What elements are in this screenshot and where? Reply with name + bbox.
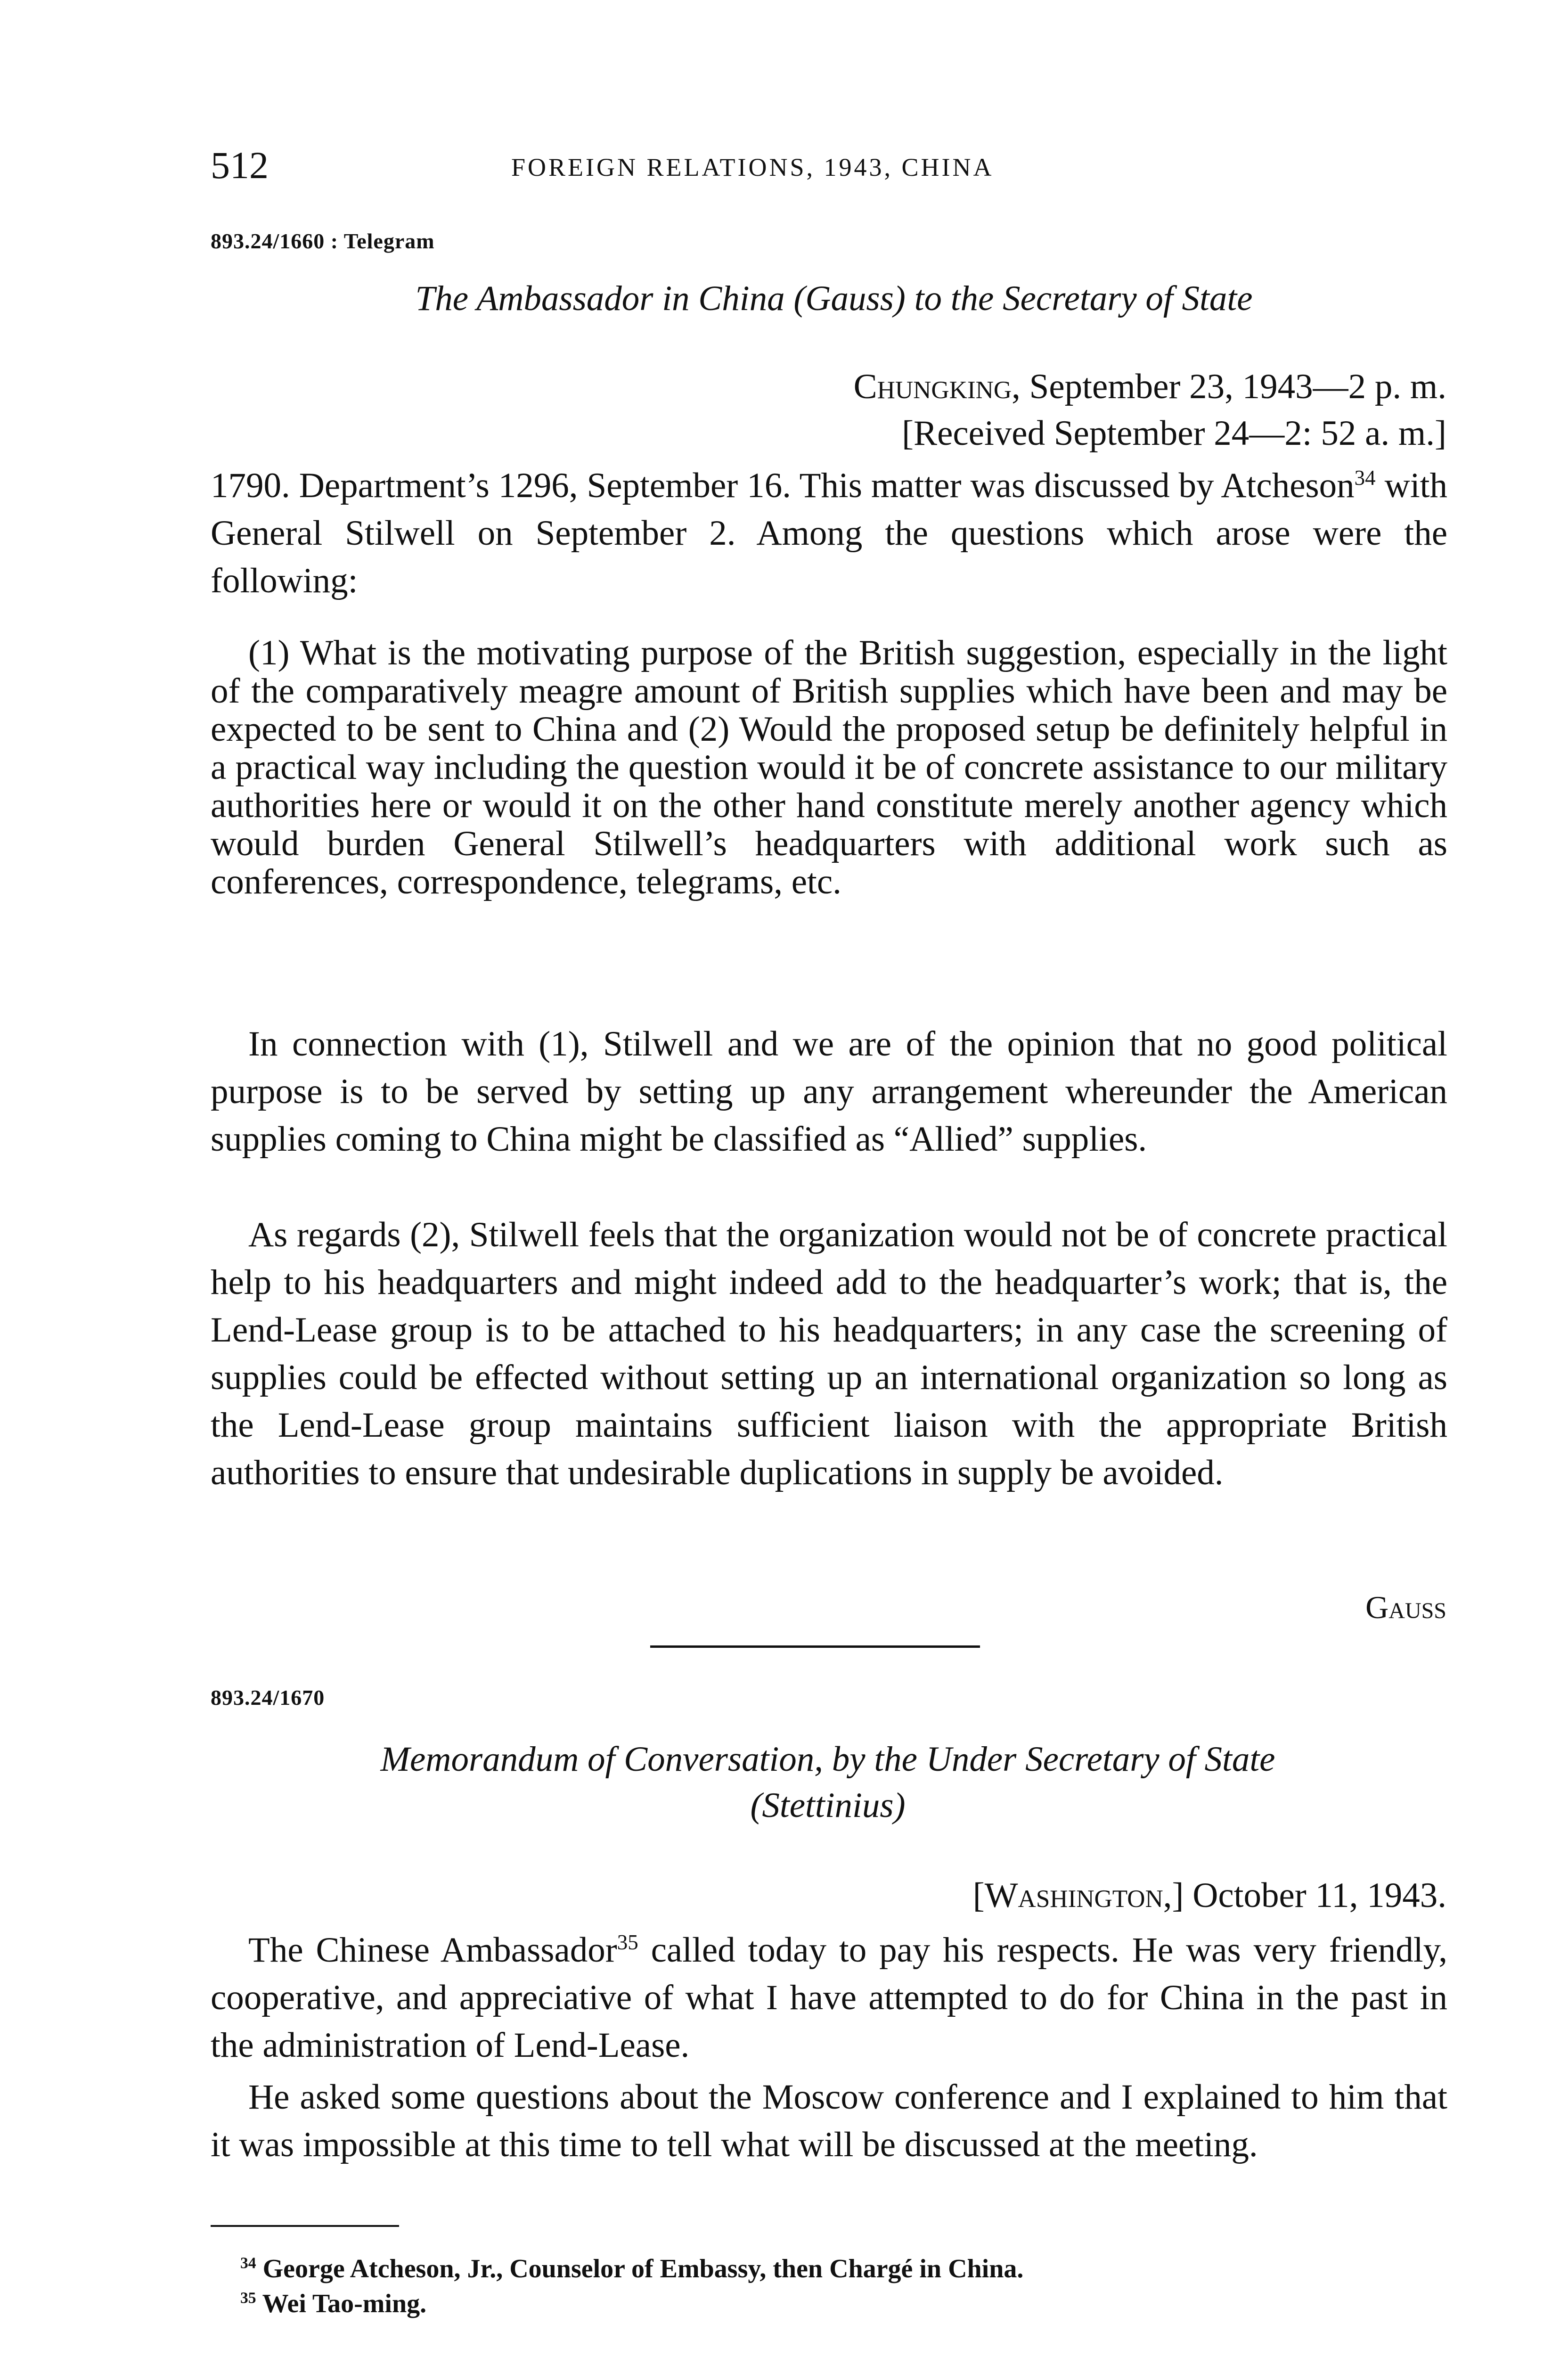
dateline-date: September 23, 1943—2 p. m. <box>1020 367 1446 406</box>
dateline <box>565 364 1446 409</box>
footnotes <box>240 2251 1446 2321</box>
received-line: [Received September 24—2: 52 a. m.] <box>902 414 1446 453</box>
paragraph-text: 1790. Department’s 1296, September 16. This matter was discussed by Atcheson <box>211 466 1355 505</box>
paragraph-text: with General Stilwell on September 2. Among the questions which arose were the following: <box>211 466 1447 600</box>
file-number: 893.24/1670 <box>211 1685 325 1710</box>
question-paragraph: (1) What is the motivating purpose of the British suggestion, especially in the light of the comparatively meagre amount of British supplies which have been and may be expected to be sent to China and (2) Would the proposed setup be definitely helpful in a practical way including the question would it be of concrete assistance to our military authorities here or would it on the other hand constitute merely another agency which would burden General Stilwell’s headquarters with additional work such as conferences, correspondence, telegrams, etc. <box>211 633 1447 901</box>
footnote-rule <box>211 2225 399 2227</box>
running-title: FOREIGN RELATIONS, 1943, CHINA <box>511 153 994 181</box>
dateline-place: Chungking, <box>853 367 1021 406</box>
dateline-place: [Washington,] <box>972 1876 1184 1915</box>
body-paragraph: As regards (2), Stilwell feels that the organization would not be of concrete practical help to his headquarters and might indeed add to the headquarter’s work; that is, the Lend-Lease group is to be attached to his headquarters; in any case the screening of supplies could be effected without setting up an international organization so long as the Lend-Lease group maintains sufficient liaison with the appropriate British authorities to ensure that undesirable duplications in supply be avoided. <box>211 1215 1447 1492</box>
body-paragraph <box>211 1926 1447 2069</box>
footnote-mark: 34 <box>240 2254 256 2272</box>
footnote-mark: 35 <box>240 2289 256 2307</box>
section-divider <box>650 1645 980 1648</box>
page-number: 512 <box>211 144 269 187</box>
title-line: (Stettinius) <box>750 1786 906 1825</box>
footnote <box>240 2286 1446 2321</box>
dateline-date: October 11, 1943. <box>1184 1876 1446 1915</box>
title-line: Memorandum of Conversation, by the Under Secretary of State <box>380 1740 1275 1779</box>
footnote-ref: 34 <box>1354 466 1376 490</box>
paragraph-text: The Chinese Ambassador <box>248 1931 617 1970</box>
signature: Gauss <box>1365 1589 1446 1625</box>
telegram-paragraph <box>211 462 1447 605</box>
footnote-ref: 35 <box>617 1931 638 1954</box>
footnote-text: Wei Tao-ming. <box>256 2289 427 2318</box>
footnote-text: George Atcheson, Jr., Counselor of Embassy, then Chargé in China. <box>256 2254 1024 2283</box>
document-title: The Ambassador in China (Gauss) to the Secretary of State <box>415 279 1253 318</box>
document-title <box>211 1736 1445 1829</box>
body-paragraph: In connection with (1), Stilwell and we are of the opinion that no good political purpose is to be served by setting up any arrangement whereunder the American supplies coming to China might be classified as “Allied” supplies. <box>211 1024 1447 1159</box>
dateline <box>565 1873 1446 1918</box>
file-number: 893.24/1660 : Telegram <box>211 229 435 253</box>
footnote <box>240 2251 1446 2286</box>
body-paragraph: He asked some questions about the Moscow conference and I explained to him that it was impossible at this time to tell what will be discussed at the meeting. <box>211 2078 1447 2164</box>
paragraph-text: called today to pay his respects. He was very friendly, cooperative, and appreciative of what I have attempted to do for China in the past in the administration of Lend-Lease. <box>211 1931 1447 2065</box>
